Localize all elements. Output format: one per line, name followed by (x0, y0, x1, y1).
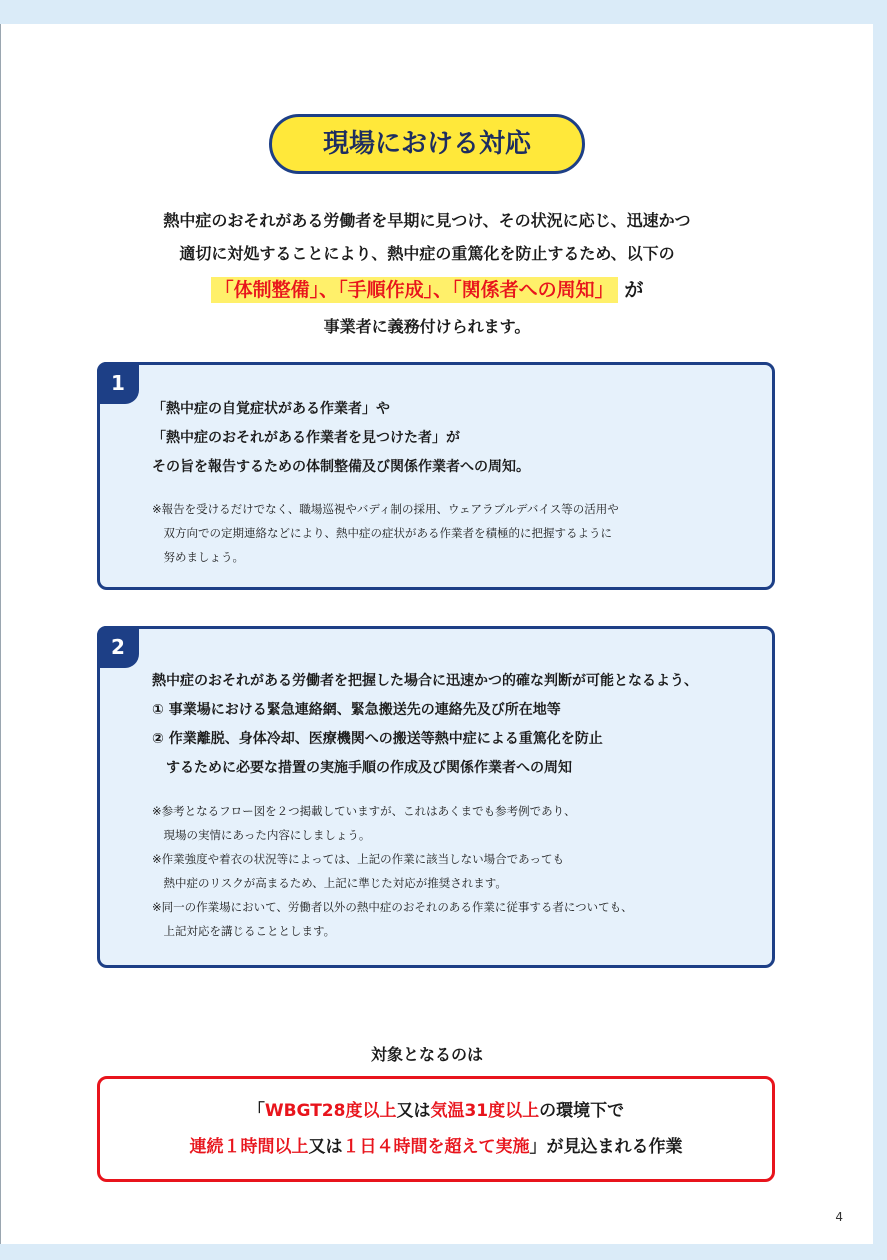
box-1-line: 「熱中症の自覚症状がある作業者」や (152, 401, 390, 417)
box-2-number: 2 (97, 626, 139, 668)
target-red-text: 連続１時間以上 (189, 1137, 309, 1157)
box-1-line: その旨を報告するための体制整備及び関係作業者への周知。 (152, 459, 530, 475)
target-text: 」が見込まれる作業 (529, 1137, 683, 1157)
page (0, 24, 873, 1244)
box-2-note: ※参考となるフロー図を２つ掲載していますが、これはあくまでも参考例であり、 (152, 804, 576, 818)
requirement-box-1 (97, 362, 775, 590)
intro-line-2: 適切に対処することにより、熱中症の重篤化を防止するため、以下の (179, 244, 675, 263)
intro-line-3-suffix: が (624, 279, 644, 301)
box-2-line: 熱中症のおそれがある労働者を把握した場合に迅速かつ的確な判断が可能となるよう、 (152, 673, 698, 689)
target-box (97, 1076, 775, 1182)
box-1-text (152, 395, 530, 482)
box-2-note: ※同一の作業場において、労働者以外の熱中症のおそれのある作業に従事する者についても、 (152, 900, 633, 914)
target-line-1 (100, 1093, 772, 1129)
intro-highlight: 「体制整備」、「手順作成」、「関係者への周知」 (211, 277, 618, 303)
box-1-notes (152, 497, 619, 569)
box-2-note: 上記対応を講じることとします。 (152, 924, 336, 938)
box-2-line: するために必要な措置の実施手順の作成及び関係作業者への周知 (152, 760, 572, 776)
target-red-text: WBGT28度以上 (264, 1101, 397, 1121)
box-2-note: 熱中症のリスクが高まるため、上記に準じた対応が推奨されます。 (152, 876, 507, 890)
intro (1, 204, 853, 343)
box-2-notes (152, 799, 633, 943)
intro-line-1: 熱中症のおそれがある労働者を早期に見つけ、その状況に応じ、迅速かつ (163, 211, 691, 230)
box-1-note: 双方向での定期連絡などにより、熱中症の症状がある作業者を積極的に把握するように (152, 526, 612, 540)
target-text: の環境下で (539, 1101, 625, 1121)
target-line-2 (100, 1129, 772, 1165)
target-text: 又は (308, 1137, 343, 1157)
box-1-note: 努めましょう。 (152, 550, 244, 564)
box-2-note: ※作業強度や着衣の状況等によっては、上記の作業に該当しない場合であっても (152, 852, 565, 866)
box-1-line: 「熱中症のおそれがある作業者を見つけた者」が (152, 430, 460, 446)
target-red-text: 気温31度以上 (430, 1101, 540, 1121)
target-text: 又は (396, 1101, 431, 1121)
box-1-note: ※報告を受けるだけでなく、職場巡視やバディ制の採用、ウェアラブルデバイス等の活用や (152, 502, 619, 516)
box-2-note: 現場の実情にあった内容にしましょう。 (152, 828, 371, 842)
target-intro: 対象となるのは (370, 1045, 483, 1064)
box-2-line: ② 作業離脱、身体冷却、医療機関への搬送等熱中症による重篤化を防止 (152, 731, 603, 747)
box-2-text (152, 667, 698, 783)
page-number: 4 (835, 1210, 843, 1224)
target-red-text: １日４時間を超えて実施 (342, 1137, 530, 1157)
box-1-number: 1 (97, 362, 139, 404)
requirement-box-2 (97, 626, 775, 968)
title-wrap (1, 114, 853, 174)
page-title: 現場における対応 (269, 114, 585, 174)
box-2-line: ① 事業場における緊急連絡網、緊急搬送先の連絡先及び所在地等 (152, 702, 561, 718)
intro-line-4: 事業者に義務付けられます。 (323, 317, 531, 336)
target-text: 「 (247, 1101, 265, 1121)
intro-line-3 (1, 270, 853, 310)
